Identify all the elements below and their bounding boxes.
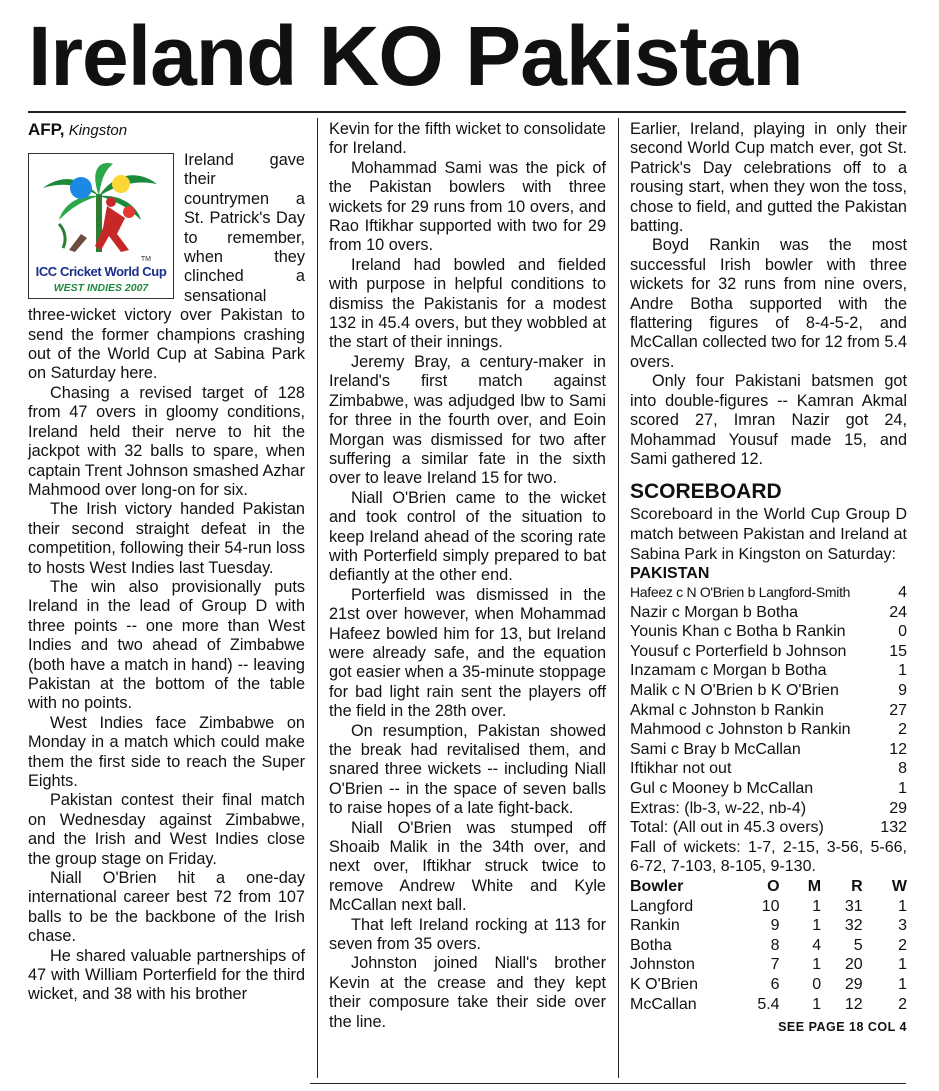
bowling-row	[630, 955, 907, 975]
bowling-cell-name: Botha	[630, 936, 672, 954]
bowling-cell-name: K O'Brien	[630, 975, 698, 993]
world-cup-logo	[28, 153, 174, 299]
article-paragraph: Only four Pakistani batsmen got into double-figures -- Kamran Akmal scored 27, Imran Nazir got 24, Mohammad Yousuf made 15, and Sami gathered 12.	[630, 372, 907, 468]
trademark: TM	[140, 256, 151, 263]
batsman-dismissal: Hafeez c N O'Brien b Langford-Smith	[630, 584, 851, 601]
batting-row	[630, 642, 907, 662]
bowling-row	[630, 897, 907, 917]
bottom-rule	[310, 1083, 906, 1084]
wickets-header: W	[891, 878, 907, 895]
batting-row	[630, 603, 907, 623]
article-paragraph: On resumption, Pakistan showed the break had revitalised them, and snared three wickets -- including Niall O'Brien -- in the space of seven balls to raise hopes of a late fight-back.	[329, 721, 606, 818]
bowling-cell-o: 8	[770, 936, 780, 954]
bowling-cell-w: 2	[898, 936, 907, 954]
batsman-runs: 29	[889, 799, 907, 817]
bowling-cell-r: 31	[844, 897, 863, 915]
batsman-runs: 8	[898, 760, 907, 778]
bowling-cell-m: 1	[812, 897, 822, 915]
column-divider-2	[618, 118, 619, 1078]
article-paragraph: Porterfield was dismissed in the 21st over however, when Mohammad Hafeez bowled him for 13, but Ireland were already safe, and the equation got easier when a 35-minute stoppage for bad light rain sent the players off the field in the 28th over.	[329, 585, 606, 721]
batsman-dismissal: Sami c Bray b McCallan	[630, 740, 801, 758]
bowling-cell-r: 5	[853, 936, 863, 954]
batting-row	[630, 622, 907, 642]
batsman-runs: 15	[889, 642, 907, 660]
bowling-cell-w: 3	[898, 917, 907, 935]
batting-row	[630, 720, 907, 740]
bowling-cell-o: 9	[770, 917, 780, 935]
article-paragraph: Pakistan contest their final match on Wednesday against Zimbabwe, and the Irish and West Indies close the group stage on Friday.	[28, 791, 305, 868]
bowling-cell-m: 4	[812, 936, 822, 954]
maidens-header: M	[807, 878, 822, 895]
article-paragraph: Jeremy Bray, a century-maker in Ireland's first match against Zimbabwe, was adjudged lbw to Sami for three in the fourth over, and Eoin Morgan was dismissed for two after suffering a similar fate in the sixth over to leave Ireland 15 for two.	[329, 352, 606, 488]
article-paragraph: West Indies face Zimbabwe on Monday in a match which could make them the first side to reach the Super Eights.	[28, 713, 305, 790]
article-paragraph: Johnston joined Niall's brother Kevin at the crease and they kept their composure take their side over the line.	[329, 954, 606, 1031]
bowler-header: Bowler	[630, 878, 684, 895]
batsman-runs: 1	[898, 780, 907, 798]
article-paragraph: Niall O'Brien hit a one-day international career best 72 from 107 balls to be the backbone of the Irish chase.	[28, 869, 305, 946]
article-paragraph: The win also provisionally puts Ireland in the lead of Group D with three points -- one more than West Indies and two ahead of Zimbabwe (both have a match in hand) -- leaving Pakistan at the bottom of the table with no points.	[28, 577, 305, 713]
batting-row	[630, 799, 907, 819]
batsman-runs: 9	[898, 682, 907, 700]
batting-row	[630, 818, 907, 838]
bowling-cell-r: 29	[844, 975, 863, 993]
bowling-row	[630, 975, 907, 995]
batsman-runs: 27	[889, 701, 907, 719]
bowling-cell-r: 12	[844, 995, 863, 1013]
bowling-cell-w: 2	[898, 995, 907, 1013]
bowling-cell-o: 10	[761, 897, 780, 915]
batsman-runs: 12	[889, 740, 907, 758]
article-column-1	[28, 120, 305, 1005]
bowling-header-row	[630, 877, 907, 897]
bowling-cell-r: 20	[844, 956, 863, 974]
bowling-cell-o: 6	[770, 975, 780, 993]
article-paragraph: Ireland had bowled and fielded with purpose in helpful conditions to dismiss the Pakistanis for a modest 132 in 45.4 overs, but they wobbled at the start of their innings.	[329, 255, 606, 352]
bowling-row	[630, 916, 907, 936]
batsman-dismissal: Inzamam c Morgan b Botha	[630, 662, 827, 680]
batsman-runs: 2	[898, 721, 907, 739]
article-column-3	[630, 120, 907, 1038]
runs-header: R	[851, 878, 863, 895]
headline-rule	[28, 111, 906, 113]
batting-row	[630, 740, 907, 760]
scoreboard-team: PAKISTAN	[630, 565, 710, 583]
batting-row	[630, 681, 907, 701]
article-paragraph: Mohammad Sami was the pick of the Pakistan bowlers with three wickets for 29 runs from 10 overs, and Rao Iftikhar supported with two for 29 from 10 overs.	[329, 158, 606, 255]
bowling-row	[630, 936, 907, 956]
article-paragraph: The Irish victory handed Pakistan their second straight defeat in the competition, following their 54-run loss to hosts West Indies last Tuesday.	[28, 500, 305, 577]
batsman-runs: 132	[880, 819, 907, 837]
bowling-cell-r: 32	[844, 917, 863, 935]
byline-place: Kingston	[68, 122, 128, 139]
palm-tree-icon	[29, 154, 175, 264]
logo-subtitle: WEST INDIES 2007	[53, 282, 149, 294]
bowling-cell-name: Langford	[630, 897, 694, 915]
overs-header: O	[767, 878, 780, 895]
batsman-runs: 24	[889, 603, 907, 621]
batsman-runs: 0	[898, 623, 907, 641]
batsman-dismissal: Nazir c Morgan b Botha	[630, 603, 799, 621]
article-paragraph: Ireland gave their countrymen a St. Patrick's Day to remember, when they clinched a sensational three-wicket victory over Pakistan to send the former champions crashing out of the World Cup at Sabina Park on Saturday here.	[28, 151, 305, 383]
fall-of-wickets: Fall of wickets: 1-7, 2-15, 3-56, 5-66, 6-72, 7-103, 8-105, 9-130.	[630, 838, 907, 876]
batsman-dismissal: Iftikhar not out	[630, 760, 732, 778]
batsman-dismissal: Yousuf c Porterfield b Johnson	[630, 642, 847, 660]
batsman-dismissal: Gul c Mooney b McCallan	[630, 780, 814, 798]
scoreboard-title: SCOREBOARD	[630, 480, 782, 504]
bowling-cell-name: Rankin	[630, 917, 680, 935]
batting-row	[630, 701, 907, 721]
article-paragraph: Chasing a revised target of 128 from 47 overs in gloomy conditions, Ireland held their nerve to hit the jackpot with 32 balls to spare, when captain Trent Johnson smashed Azhar Mahmood over long-on for six.	[28, 383, 305, 499]
logo-title: ICC Cricket World Cup	[35, 264, 167, 279]
batting-row	[630, 759, 907, 779]
byline	[28, 120, 305, 141]
bowling-cell-m: 1	[812, 995, 822, 1013]
article-paragraph: Niall O'Brien was stumped off Shoaib Malik in the 34th over, and next over, Iftikhar struck twice to remove Andrew White and Kyle McCallan next ball.	[329, 818, 606, 915]
scoreboard-intro: Scoreboard in the World Cup Group D match between Pakistan and Ireland at Sabina Park in Kingston on Saturday:	[630, 506, 907, 563]
batting-row	[630, 583, 907, 603]
headline: Ireland KO Pakistan	[28, 9, 803, 103]
bowling-cell-m: 1	[812, 917, 822, 935]
batting-list	[630, 583, 907, 838]
bowling-cell-name: McCallan	[630, 995, 697, 1013]
batsman-dismissal: Extras: (lb-3, w-22, nb-4)	[630, 799, 807, 817]
bowling-cell-m: 1	[812, 956, 822, 974]
batting-row	[630, 779, 907, 799]
batting-row	[630, 661, 907, 681]
bowling-cell-o: 7	[770, 956, 780, 974]
article-paragraph: Kevin for the fifth wicket to consolidate for Ireland.	[329, 120, 606, 158]
article-paragraph: Niall O'Brien came to the wicket and took control of the situation to keep Ireland ahead of the scoring rate with Porterfield simply prepared to bat defiantly at the other end.	[329, 488, 606, 585]
bowling-row	[630, 995, 907, 1015]
column-divider-1	[317, 118, 318, 1078]
batsman-dismissal: Malik c N O'Brien b K O'Brien	[630, 682, 839, 700]
batsman-runs: 4	[898, 584, 907, 602]
bowling-cell-name: Johnston	[630, 956, 695, 974]
column-3-body	[630, 120, 907, 469]
batsman-dismissal: Mahmood c Johnston b Rankin	[630, 721, 851, 739]
bowling-cell-w: 1	[898, 956, 907, 974]
column-2-body	[329, 120, 606, 1032]
batsman-runs: 1	[898, 662, 907, 680]
bowling-cell-w: 1	[898, 975, 907, 993]
byline-agency: AFP,	[28, 120, 65, 139]
article-paragraph: Boyd Rankin was the most successful Irish bowler with three wickets for 32 runs from nine overs, Andre Botha supported with the flattering figures of 8-4-5-2, and McCallan collected two for 12 from 5.4 overs.	[630, 236, 907, 371]
bowling-cell-o: 5.4	[757, 995, 780, 1013]
article-paragraph: He shared valuable partnerships of 47 with William Porterfield for the third wicket, and 38 with his brother	[28, 946, 305, 1004]
see-page-reference: SEE PAGE 18 COL 4	[778, 1020, 907, 1035]
bowling-cell-m: 0	[812, 975, 822, 993]
batsman-dismissal: Akmal c Johnston b Rankin	[630, 701, 824, 719]
article-paragraph: That left Ireland rocking at 113 for seven from 35 overs.	[329, 915, 606, 954]
bowling-table	[630, 877, 907, 1014]
batsman-dismissal: Younis Khan c Botha b Rankin	[630, 623, 846, 641]
article-paragraph: Earlier, Ireland, playing in only their second World Cup match ever, got St. Patrick's Day celebrations off to a rousing start, when they won the toss, chose to field, and gutted the Pakistan batting.	[630, 120, 907, 236]
batsman-dismissal: Total: (All out in 45.3 overs)	[630, 819, 824, 837]
article-column-2	[329, 120, 606, 1032]
bowling-cell-w: 1	[898, 897, 907, 915]
